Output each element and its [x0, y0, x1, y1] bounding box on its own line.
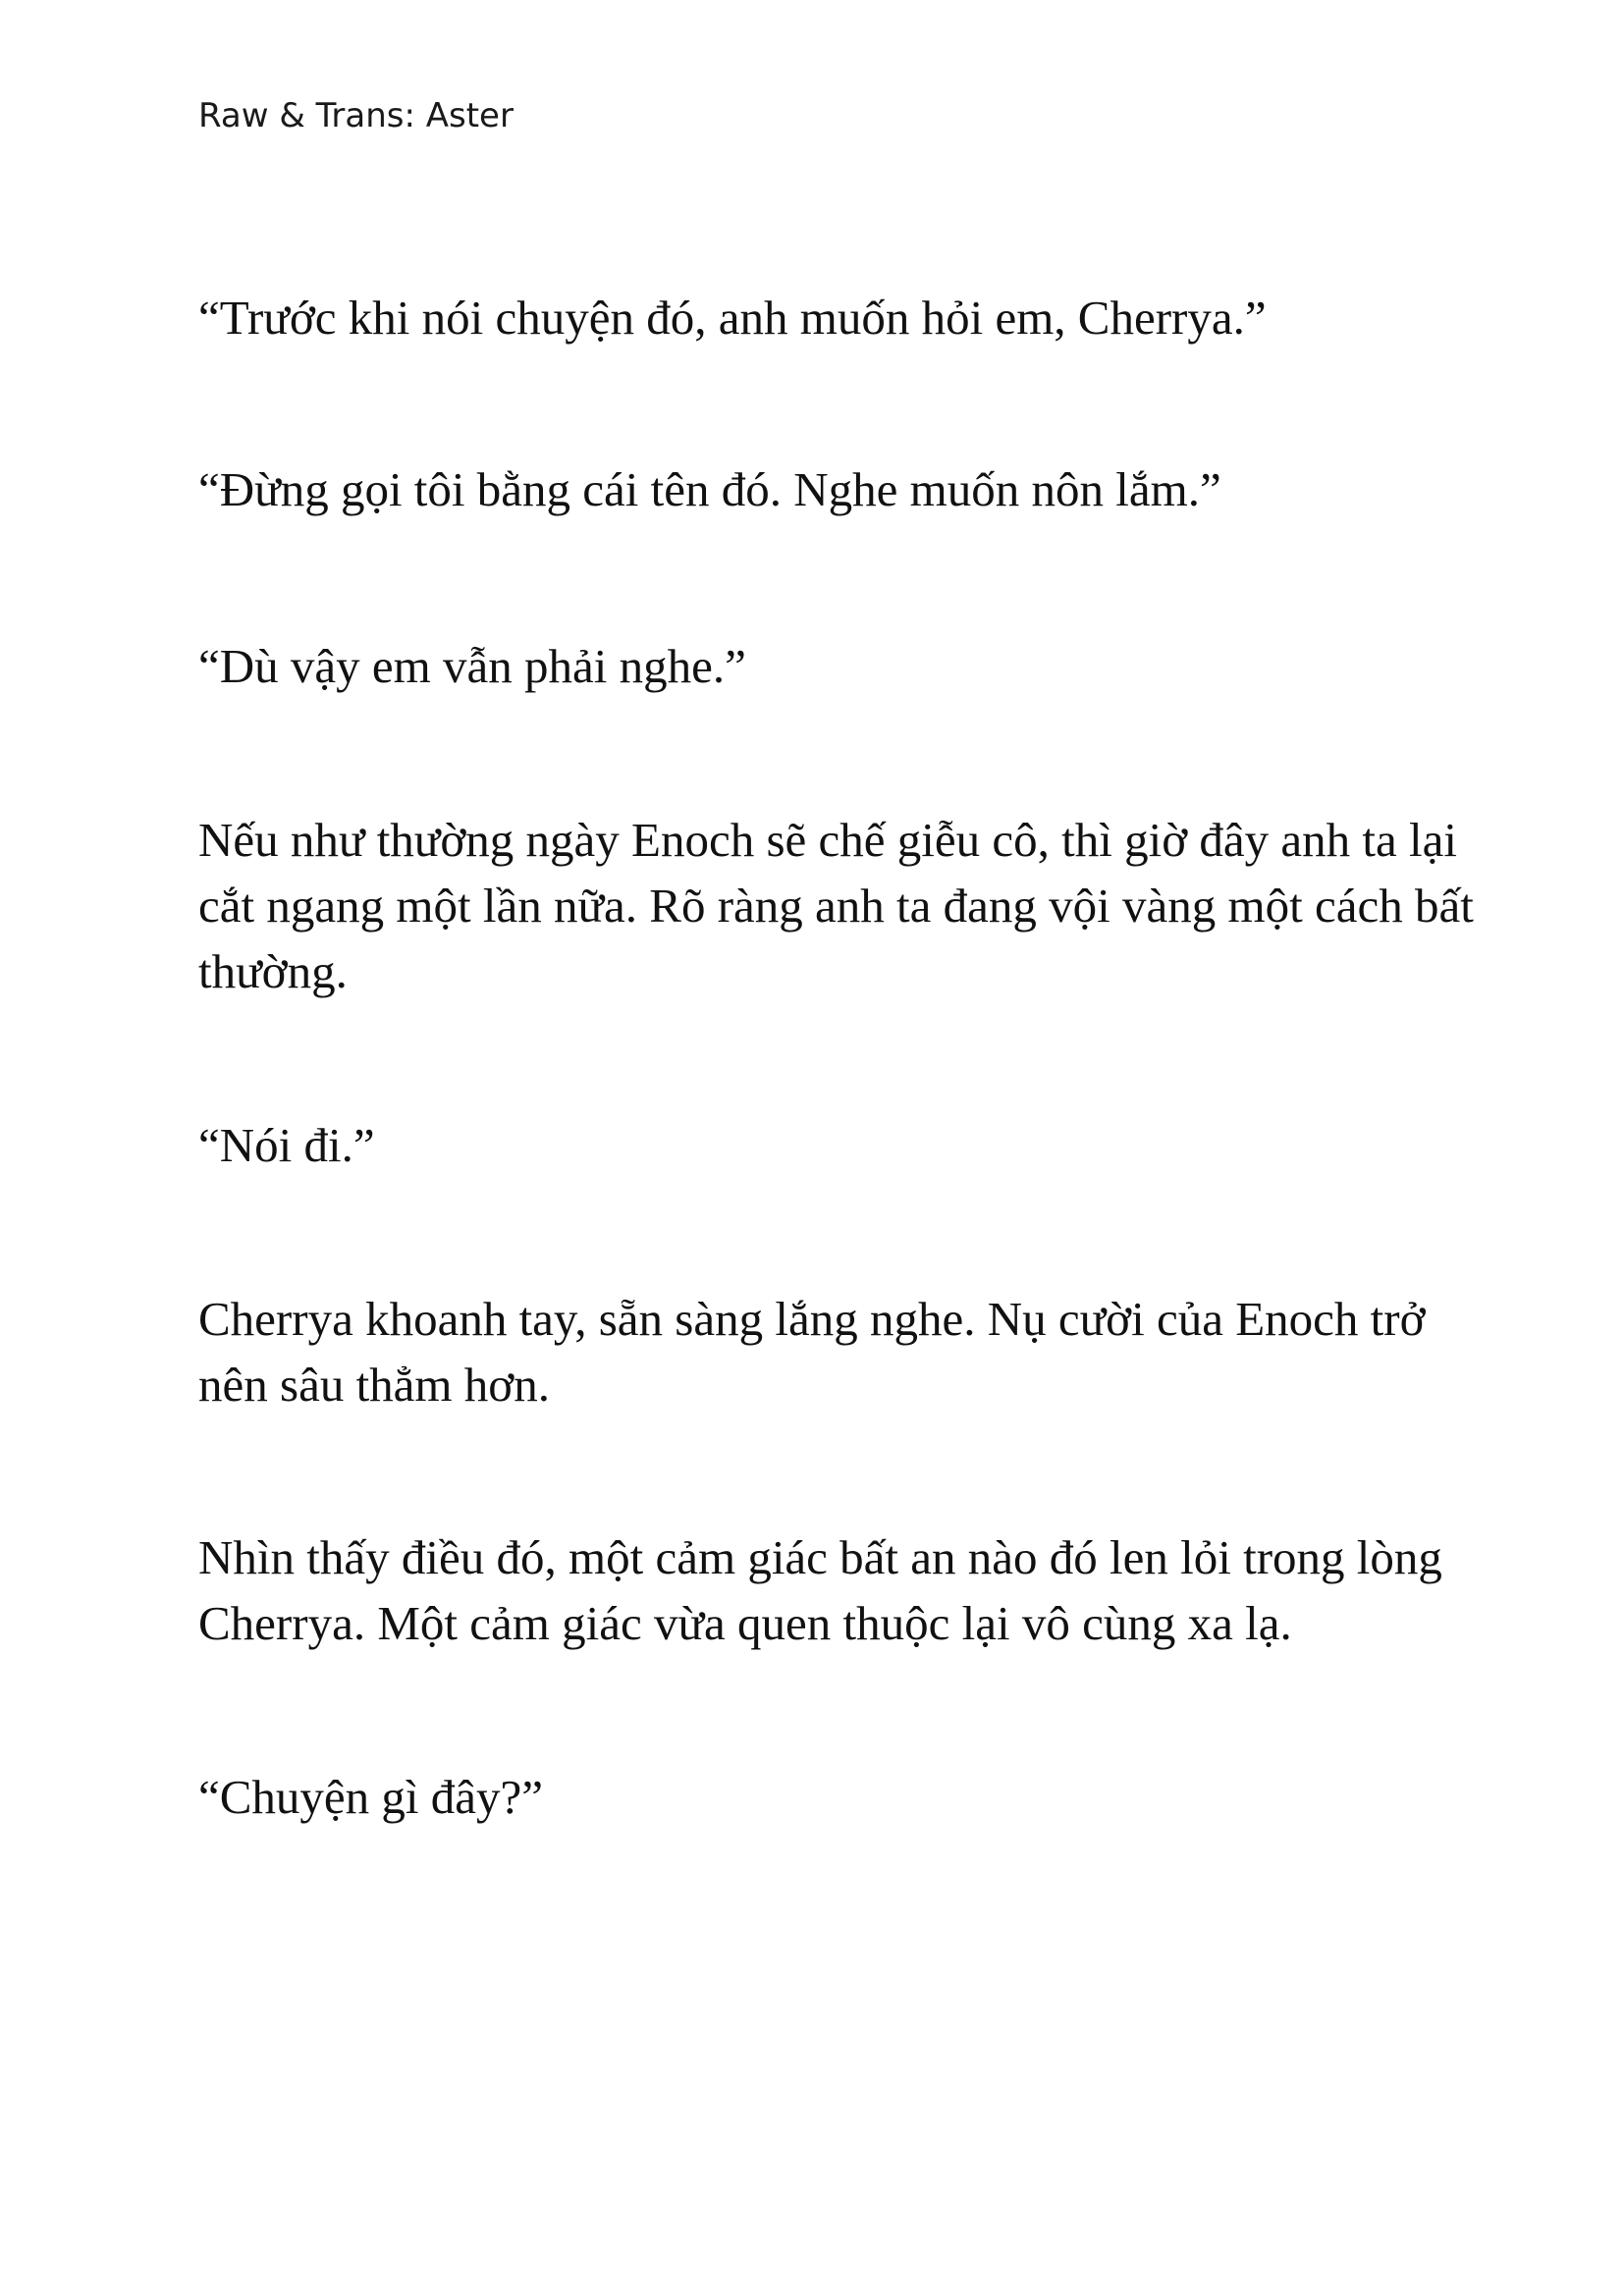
translator-credit: Raw & Trans: Aster — [198, 96, 514, 135]
paragraph-1: “Trước khi nói chuyện đó, anh muốn hỏi em, Cherrya.” — [198, 291, 1267, 345]
paragraph-7: Nhìn thấy điều đó, một cảm giác bất an nào đó len lỏi trong lòng Cherrya. Một cảm giác vừa quen thuộc lại vô cùng xa lạ. — [198, 1530, 1442, 1650]
paragraph-4: Nếu như thường ngày Enoch sẽ chế giễu cô, thì giờ đây anh ta lại cắt ngang một lần nữa. Rõ ràng anh ta đang vội vàng một cách bất thường. — [198, 813, 1474, 998]
paragraph-2: “Đừng gọi tôi bằng cái tên đó. Nghe muốn nôn lắm.” — [198, 462, 1221, 516]
paragraph-5: “Nói đi.” — [198, 1118, 375, 1172]
paragraph-8: “Chuyện gì đây?” — [198, 1770, 544, 1824]
paragraph-3: “Dù vậy em vẫn phải nghe.” — [198, 639, 746, 693]
paragraph-6: Cherrya khoanh tay, sẵn sàng lắng nghe. Nụ cười của Enoch trở nên sâu thẳm hơn. — [198, 1292, 1426, 1412]
